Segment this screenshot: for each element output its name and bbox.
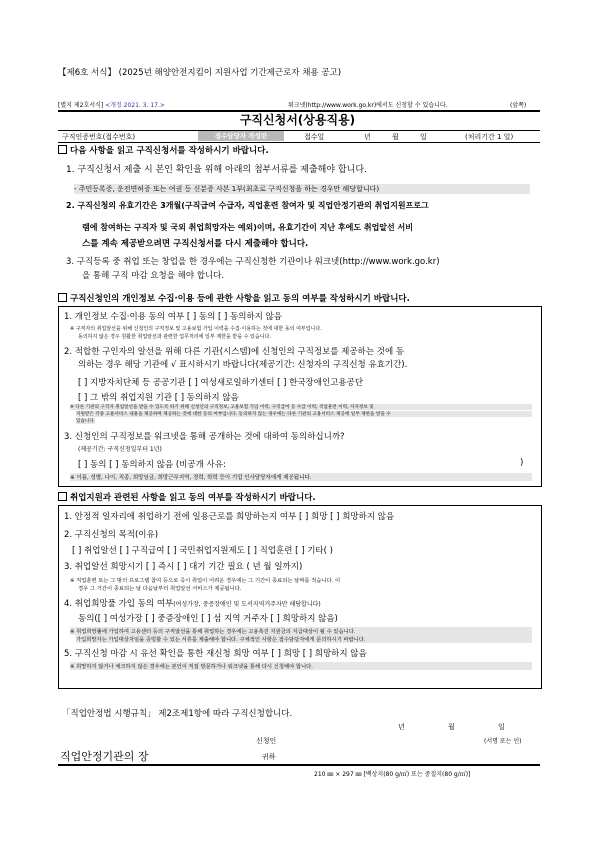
employment-q4-small: (여성가장, 중증장애인 및 도서지역거주자만 해당합니다) — [173, 601, 321, 608]
online-notice: 워크넷(http://www.work.go.kr)에서도 신청할 수 있습니다. — [288, 102, 448, 109]
employment-q4 — [64, 597, 321, 609]
applicant-label: 신청인 — [256, 737, 277, 745]
privacy-q3-sub: (제공기간: 구직신청일부터 1년) — [78, 446, 162, 453]
processing-period: (처리기간 1 일) — [465, 133, 514, 141]
notice-item-1: 1. 구직신청서 제출 시 본인 확인을 위해 아래의 첨부서류를 제출해야 합니다. — [66, 165, 367, 175]
privacy-q1[interactable]: 1. 개인정보 수집·이용 동의 여부 [ ] 동의 [ ] 동의하지 않음 — [64, 312, 283, 322]
legal-statement: 「직업안정법 시행규칙」 제2조제1항에 따라 구직신청합니다. — [62, 709, 293, 719]
form-title: 구직신청서(상용직용) — [239, 113, 356, 127]
receiver-section-label: 접수담당자 작성란 — [198, 131, 284, 141]
privacy-q2-line2: 의하는 경우 해당 기관에 √ 표시하시기 바랍니다(제공기간: 신청자의 구직신청 유효기간). — [78, 360, 408, 370]
attachment-title: 【제6호 서식】 (2025년 해양안전지킴이 지원사업 기간제근로자 채용 공고) — [58, 68, 342, 78]
privacy-q3-note: ※ 이름, 성별, 나이, 직종, 희망임금, 희망근무지역, 경력, 학력 등이 기업 인사담당자에게 제공됩니다. — [70, 473, 532, 481]
privacy-q2-options-1[interactable]: [ ] 지방자치단체 등 공공기관 [ ] 여성새로일하기센터 [ ] 한국장애인고용공단 — [78, 378, 364, 388]
notice-heading — [58, 144, 269, 156]
notice-item-3-line1: 3. 구직등록 중 취업 또는 창업을 한 경우에는 구직신청한 기관이나 워크넷(http://www.work.go.kr) — [66, 257, 440, 267]
checkbox-icon — [58, 293, 67, 302]
notice-item-1-sub: - 주민등록증, 운전면허증 또는 여권 등 신분증 사본 1부(최초로 구직신청을 하는 경우만 해당합니다) — [74, 184, 530, 194]
sign-year: 년 — [398, 723, 405, 731]
receipt-date-label: 접수일 — [304, 133, 325, 141]
employment-q4-label: 4. 취업희망풀 가입 동의 여부 — [64, 599, 174, 609]
notice-item-2-line2: 램에 참여하는 구직자 및 국외 취업희망자는 예외)이며, 유효기간이 지난 후에도 취업알선 서비 — [82, 223, 413, 232]
honorific: 귀하 — [262, 753, 276, 761]
privacy-q2-line1: 2. 적합한 구인자의 알선을 위해 다른 기관(시스템)에 신청인의 구직정보를 제공하는 것에 동 — [64, 347, 405, 357]
employment-heading — [58, 491, 316, 503]
privacy-q3-options[interactable]: [ ] 동의 [ ] 동의하지 않음 (비공개 사유: — [78, 460, 226, 470]
notice-heading-text: 다음 사항을 읽고 구직신청서를 작성하시기 바랍니다. — [70, 146, 269, 156]
employment-q2-options[interactable]: [ ] 취업알선 [ ] 구직급여 [ ] 국민취업지원제도 [ ] 직업훈련 [ ] 기타( ) — [72, 546, 333, 556]
privacy-heading-text: 구직신청인의 개인정보 수집·이용 등에 관한 사항을 읽고 동의 여부를 작성하시기 바랍니다. — [70, 294, 410, 304]
privacy-q1-note2: 동의하지 않은 경우 원활한 취업알선과 관련한 업무처리에 일부 제한을 받을 수 있습니다. — [78, 334, 271, 340]
privacy-q3-close: ) — [520, 458, 524, 468]
privacy-q3: 3. 신청인의 구직정보를 워크넷을 통해 공개하는 것에 대하여 동의하십니까? — [64, 432, 345, 442]
employment-q3-note1: ※ 직업훈련 또는 그 밖의 프로그램 참여 등으로 즉시 취업이 어려운 경우에는 그 기간이 종료되는 날짜를 적습니다. 이 — [70, 578, 341, 584]
notice-item-2-line3: 스를 계속 제공받으려면 구직신청서를 다시 제출해야 합니다. — [82, 239, 309, 249]
checkbox-icon — [58, 492, 67, 501]
privacy-q1-note1: ※ 구직자의 취업알선을 위해 신청인의 구직정보 및 고용보험 가입 이력을 수집·이용하는 것에 대한 동의 여부입니다. — [70, 326, 322, 332]
revision-date: <개정 2021. 3. 17.> — [105, 102, 165, 109]
employment-q3-note2: 경우 그 기간이 종료되는 날 다음날부터 취업알선 서비스가 제공됩니다. — [78, 586, 242, 592]
employment-q4-options[interactable]: 동의([ ] 여성가장 [ ] 중증장애인 [ ] 섬 지역 거주자 [ ] 희망하지 않음) — [78, 614, 338, 624]
form-reference — [58, 100, 165, 109]
receipt-year: 년 — [364, 133, 371, 141]
paper-spec: 210 ㎜ × 297 ㎜ [백상지(80 g/㎡) 또는 중질지(80 g/㎡)] — [314, 771, 471, 778]
sign-month: 월 — [448, 723, 455, 731]
divider — [58, 764, 540, 766]
signature-label: (서명 또는 인) — [484, 738, 522, 745]
form-ref-label: [별지 제2호서식] — [58, 102, 106, 109]
privacy-heading — [58, 292, 410, 304]
sign-day: 일 — [498, 723, 505, 731]
office-head: 직업안정기관의 장 — [60, 750, 149, 763]
notice-item-3-line2: 을 통해 구직 마감 요청을 해야 합니다. — [82, 271, 225, 281]
receipt-number-label: 구직인증번호(접수번호) — [62, 133, 136, 141]
privacy-q2-note2: 지원받은 각종 고용서비스 내용을 제공하며 제공하는 것에 대한 동의 여부입니다. 동의하지 않는 경우에는 다른 기관의 고용서비스 제공에 일부 제한을 받을 수 — [76, 411, 532, 417]
employment-q2: 2. 구직신청의 목적(이유) — [64, 530, 159, 540]
receipt-day: 일 — [420, 133, 427, 141]
page-side: (앞쪽) — [510, 102, 527, 109]
employment-q5-note: ※ 희망하지 않거나 체크하지 않은 경우에는 본인이 직접 방문하거나 워크넷을 통해 다시 신청해야 합니다. — [70, 662, 532, 670]
employment-q3[interactable]: 3. 취업알선 희망시기 [ ] 즉시 [ ] 대기 기간 필요 ( 년 월 일까지) — [64, 562, 303, 572]
privacy-q2-note3: 있습니다. — [76, 419, 96, 424]
checkbox-icon — [58, 145, 67, 154]
notice-item-2-line1: 2. 구직신청의 유효기간은 3개월(구직급여 수급자, 직업훈련 참여자 및 직업안정기관의 취업지원프로그 — [66, 201, 429, 210]
divider — [58, 142, 540, 143]
privacy-q2-note1: ※ 다른 기관의 구직자 취업알선을 받을 수 있도록 하기 위해 신청인의 구직정보, 고용보험 가입 이력, 구직급여 등 수급 이력, 직업훈련 이력, 자격정보 및 — [70, 404, 532, 410]
employment-q4-note1: ※ 취업희망풀에 가입하여 고용센터 등의 구직알선을 통해 취업하는 경우에는 고용촉진 지원금의 지급대상이 될 수 있습니다. — [70, 627, 532, 635]
employment-q1[interactable]: 1. 안정적 일자리에 취업하기 전에 일용근로를 희망하는지 여부 [ ] 희망 [ ] 희망하지 않음 — [64, 512, 395, 522]
employment-q5[interactable]: 5. 구직신청 마감 시 유선 확인을 통한 재신청 희망 여부 [ ] 희망 [ ] 희망하지 않음 — [64, 649, 367, 659]
divider — [58, 130, 540, 131]
receipt-month: 월 — [392, 133, 399, 141]
employment-q4-note2: 가입희망자는 가입대상자임을 증빙할 수 있는 서류를 제출해야 합니다. 구체적인 사항은 접수담당자에게 문의하시기 바랍니다. — [76, 635, 532, 643]
privacy-q2-options-2[interactable]: [ ] 그 밖의 취업지원 기관 [ ] 동의하지 않음 — [78, 393, 239, 403]
employment-heading-text: 취업지원과 관련된 사항을 읽고 동의 여부를 작성하시기 바랍니다. — [70, 493, 316, 503]
